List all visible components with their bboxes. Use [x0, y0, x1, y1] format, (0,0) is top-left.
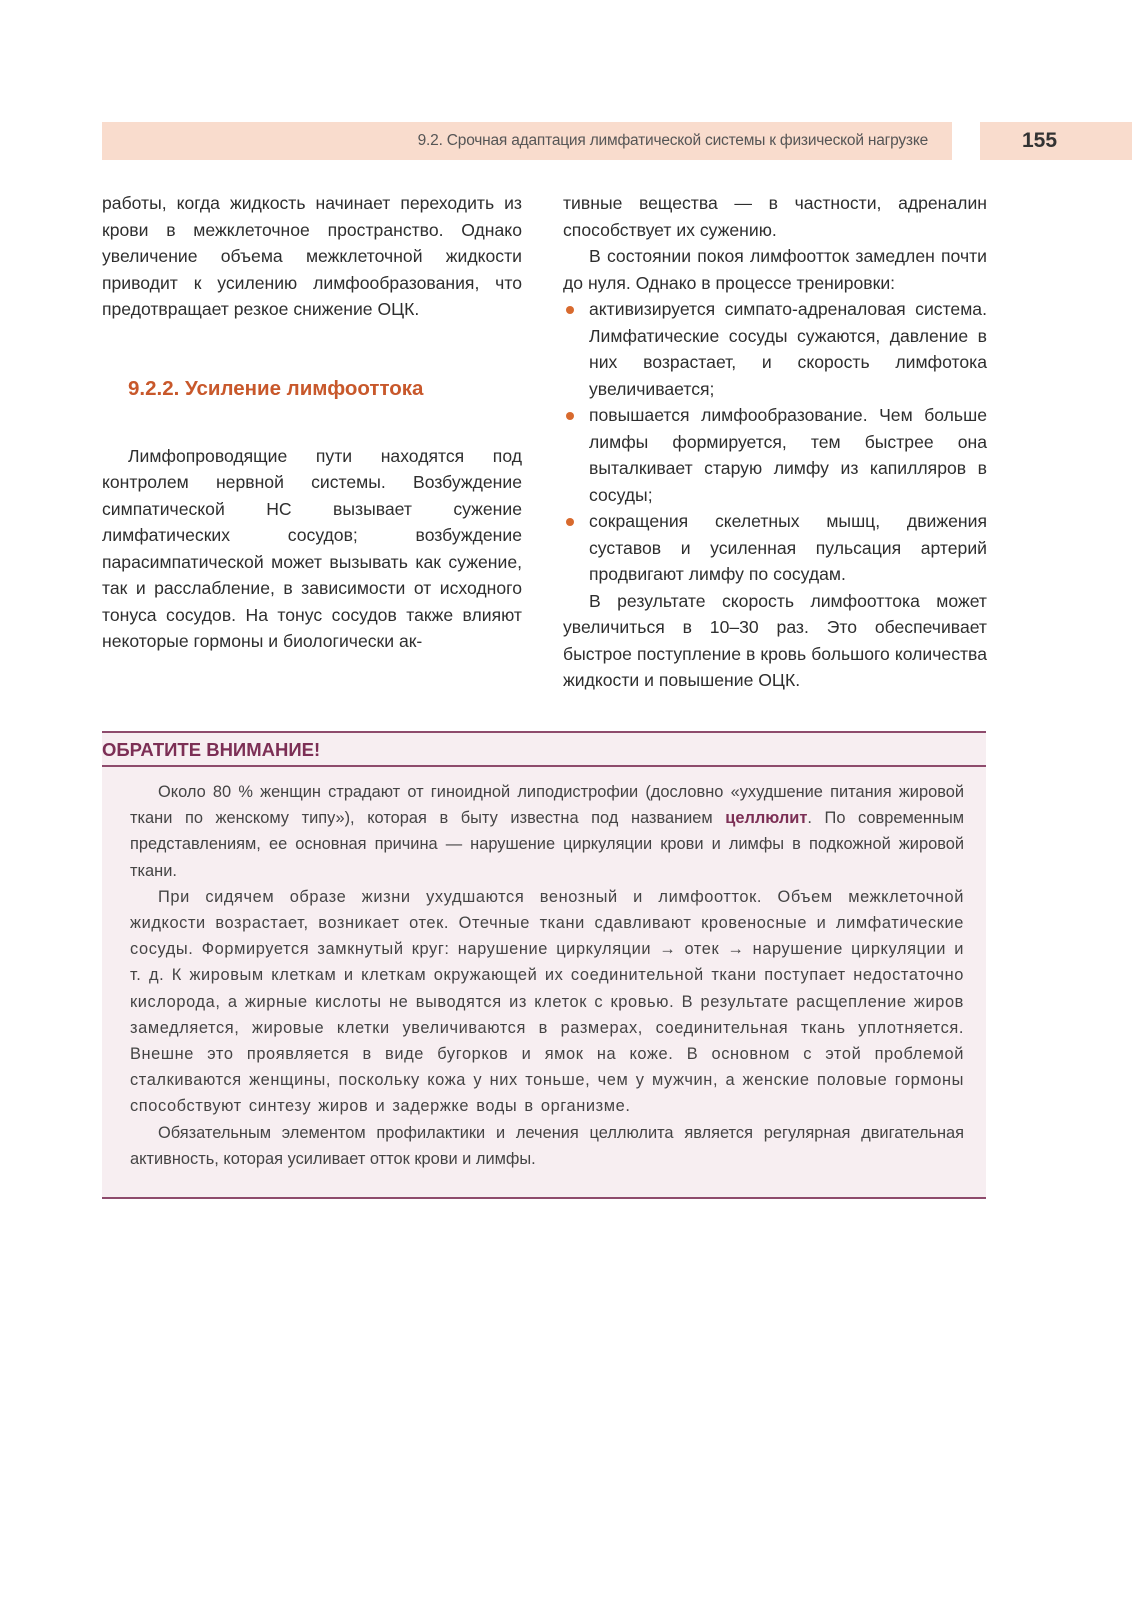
highlighted-term: целлюлит [725, 809, 808, 828]
attention-paragraph-1-start: Около 80 % женщин страдают от гиноидной липодистрофии (дословно «ухудшение питания жировой ткани по женскому типу»), которая в быту известна под названием [130, 783, 964, 828]
right-paragraph-3: В результате скорость лимфооттока может увеличиться в 10–30 раз. Это обеспечивает быстрое поступление в кровь большого количества жидкости и повышение ОЦК. [563, 590, 987, 690]
attention-box [102, 731, 986, 1199]
bullet-dot-icon [566, 412, 574, 420]
list-item-text: активизируется симпато-адреналовая система. Лимфатические сосуды сужаются, давление в них возрастает, и скорость лимфотока увеличивается; [589, 299, 987, 399]
attention-top-rule [102, 731, 986, 733]
list-item [563, 296, 987, 402]
left-paragraph-1: работы, когда жидкость начинает переходить из крови в межклеточное пространство. Однако увеличение объема межклеточной жидкости приводит к усилению лимфообразования, что предотвращает резкое снижение ОЦК. [102, 193, 522, 319]
right-paragraph-1: тивные вещества — в частности, адреналин способствует их сужению. [563, 193, 987, 240]
page-number-box [980, 122, 1132, 160]
attention-bottom-rule [102, 1197, 986, 1199]
list-item [563, 402, 987, 508]
attention-paragraph-3: Обязательным элементом профилактики и лечения целлюлита является регулярная двигательная активность, которая усиливает отток крови и лимфы. [130, 1123, 964, 1168]
attention-paragraph-1 [130, 779, 964, 884]
attention-paragraph-2: При сидячем образе жизни ухудшаются венозный и лимфоотток. Объем межклеточной жидкости возрастает, возникает отек. Отечные ткани сдавливают кровеносные и лимфатические сосуды. Формируется замкнутый круг: нарушение циркуляции → отек → нарушение циркуляции и т. д. К жировым клеткам и клеткам окружающей их соединительной ткани поступает недостаточно кислорода, а жирные кислоты не выводятся из клеток с кровью. В результате расщепление жиров замедляется, жировые клетки увеличиваются в размерах, соединительная ткань уплотняется. Внешне это проявляется в виде бугорков и ямок на коже. В основном с этой проблемой сталкиваются женщины, поскольку кожа у них тоньше, чем у мужчин, а женские половые гормоны способствуют синтезу жиров и задержке воды в организме. [130, 887, 964, 1116]
attention-title: ОБРАТИТЕ ВНИМАНИЕ! [102, 739, 321, 760]
left-column [102, 190, 522, 655]
attention-body [130, 779, 964, 1172]
bullet-dot-icon [566, 518, 574, 526]
running-header-bar [102, 122, 952, 160]
list-item [563, 508, 987, 588]
list-item-text: повышается лимфообразование. Чем больше лимфы формируется, тем быстрее она выталкивает старую лимфу из капилляров в сосуды; [589, 405, 987, 505]
attention-title-rule [102, 765, 986, 767]
page-number: 155 [1022, 129, 1058, 152]
left-paragraph-2: Лимфопроводящие пути находятся под контролем нервной системы. Возбуждение симпатической НС вызывает сужение лимфатических сосудов; возбуждение парасимпатической может вызывать как сужение, так и расслабление, в зависимости от исходного тонуса сосудов. На тонус сосудов также влияют некоторые гормоны и биологически ак- [102, 445, 522, 651]
attention-paragraph-1-end: . По современным представлениям, ее основная причина — нарушение циркуляции крови и лимфы в подкожной жировой ткани. [130, 809, 965, 880]
right-column [563, 190, 987, 694]
list-item-text: сокращения скелетных мышц, движения суставов и усиленная пульсация артерий продвигают лимфу по сосудам. [589, 511, 987, 584]
bullet-list [563, 296, 987, 588]
right-paragraph-2: В состоянии покоя лимфоотток замедлен почти до нуля. Однако в процессе тренировки: [563, 246, 987, 293]
bullet-dot-icon [566, 306, 574, 314]
section-heading: 9.2.2. Усиление лимфооттока [128, 376, 424, 400]
running-header-title: 9.2. Срочная адаптация лимфатической системы к физической нагрузке [417, 132, 928, 149]
